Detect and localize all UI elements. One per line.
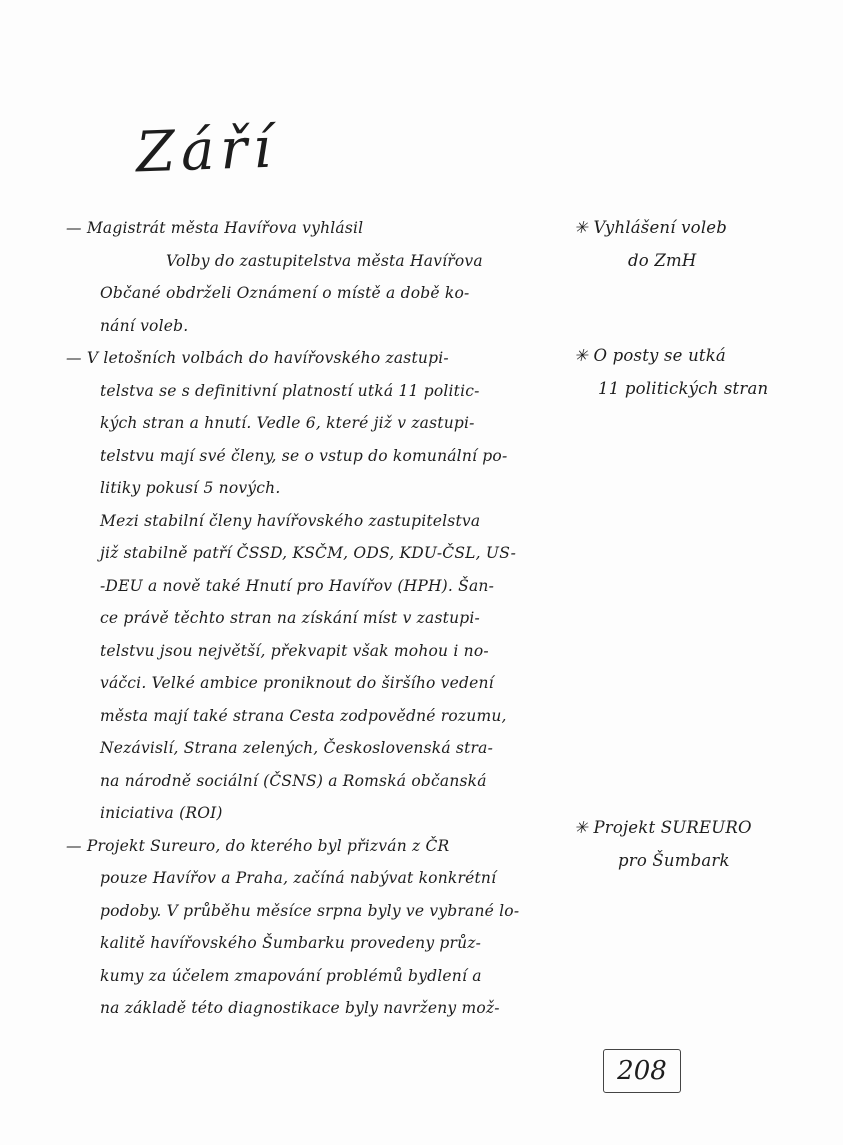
month-heading: Září [134,115,279,186]
text-line: telstvu mají své členy, se o vstup do komunální po- [100,446,508,465]
margin-note [574,812,834,877]
margin-note-line: 11 politických stran [598,378,769,398]
text-line: telstva se s definitivní platností utká 11 politic- [100,381,480,400]
text-line: kumy za účelem zmapování problémů bydlení a [100,966,482,985]
margin-note [574,340,834,405]
text-line: Volby do zastupitelstva města Havířova [166,251,483,270]
text-line: již stabilně patří ČSSD, KSČM, ODS, KDU-ČSL, US- [100,544,517,562]
page-number-box: 208 [603,1049,681,1093]
paragraph [66,342,586,830]
text-line: — Magistrát města Havířova vyhlásil [66,219,364,237]
margin-note-line: pro Šumbark [618,850,730,870]
margin-note [574,212,834,277]
text-line: ce právě těchto stran na získání míst v zastupi- [100,609,480,627]
margin-note-line: do ZmH [628,250,697,270]
text-line: Občané obdrželi Oznámení o místě a době ko- [100,284,470,302]
margin-note-line: ✳ O posty se utká [574,346,726,365]
text-line: — Projekt Sureuro, do kterého byl přizván z ČR [66,836,450,855]
text-line: nání voleb. [100,316,189,335]
main-text [66,212,586,1025]
text-line: — V letošních volbách do havířovského zastupi- [66,349,449,367]
margin-note-line: ✳ Vyhlášení voleb [574,218,728,237]
text-line: na základě této diagnostikace byly navrženy mož- [100,999,500,1017]
text-line: města mají také strana Cesta zodpovědné rozumu, [100,706,507,725]
text-line: kých stran a hnutí. Vedle 6, které již v zastupi- [100,414,475,432]
paragraph [66,830,586,1025]
text-line: Nezávislí, Strana zelených, Československá stra- [100,739,494,757]
text-line: iniciativa (ROI) [100,804,223,822]
text-line: váčci. Velké ambice proniknout do širšího vedení [100,674,494,692]
text-line: pouze Havířov a Praha, začíná nabývat konkrétní [100,869,497,887]
text-line: kalitě havířovského Šumbarku provedeny průz- [100,934,482,952]
text-line: -DEU a nově také Hnutí pro Havířov (HPH). Šan- [100,576,495,595]
text-line: litiky pokusí 5 nových. [100,479,281,497]
text-line: podoby. V průběhu měsíce srpna byly ve vybrané lo- [100,901,520,920]
margin-note-line: ✳ Projekt SUREURO [574,818,752,837]
text-line: na národně sociální (ČSNS) a Romská občanská [100,771,487,790]
text-line: telstvu jsou největší, překvapit však mohou i no- [100,641,489,660]
paragraph [66,212,586,342]
text-line: Mezi stabilní členy havířovského zastupitelstva [100,511,481,530]
